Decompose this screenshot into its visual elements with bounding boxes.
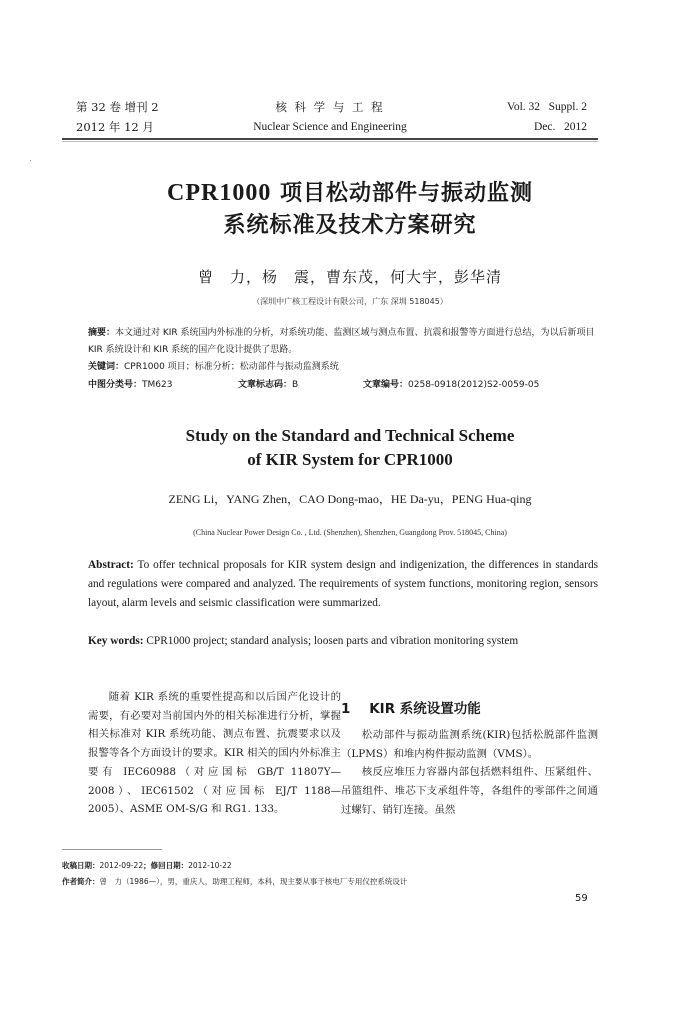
body-paragraph: 松动部件与振动监测系统(KIR)包括松脱部件监测（LPMS）和堆内构件振动监测（VMS）。 — [341, 729, 598, 760]
abstract-en-text: To offer technical proposals for KIR system design and indigenization, the differences in standards and regulations were compared and analyzed. The requirements of system functions, monitoring region, sensors layout, alarm levels and seismic classification were summarized. — [88, 559, 598, 609]
title-cn-latin: CPR1000 — [167, 180, 272, 206]
section-title: KIR 系统设置功能 — [369, 701, 481, 717]
section-heading — [341, 697, 481, 717]
keywords-en-text: CPR1000 project; standard analysis; loosen parts and vibration monitoring system — [143, 635, 519, 647]
page-number: 59 — [575, 893, 588, 904]
doc-code-label: 文章标志码： — [238, 380, 293, 390]
title-cn-text: 项目松动部件与振动监测 — [271, 181, 533, 206]
article-number-value: 0258-0918(2012)S2-0059-05 — [408, 380, 540, 390]
scan-speck — [30, 160, 31, 161]
authors-cn: 曾 力，杨 震，曹东茂，何大宇，彭华清 — [197, 268, 502, 286]
footnote-dates — [62, 858, 582, 874]
body-right-column — [341, 726, 598, 820]
affiliation-en: (China Nuclear Power Design Co. , Ltd. (Shenzhen), Shenzhen, Guangdong Prov. 518045, China) — [193, 528, 507, 537]
authors-en: ZENG Li，YANG Zhen，CAO Dong-mao，HE Da-yu，PENG Hua-qing — [168, 492, 532, 506]
title-en-line1: Study on the Standard and Technical Scheme — [185, 426, 515, 445]
body-paragraph: 核反应堆压力容器内部包括燃料组件、压紧组件、吊篮组件、堆芯下支承组件等，各组件的零部件之间通过螺钉、销钉连接。虽然 — [341, 766, 598, 816]
header-volume-en: Vol. 32 Suppl. 2 — [507, 101, 587, 113]
header-journal-name-cn: 核 科 学 与 工 程 — [275, 100, 385, 114]
header-journal-date: 2012 年 12 月 — [76, 120, 154, 134]
header-date-en: Dec. 2012 — [533, 121, 587, 133]
article-number-label: 文章编号： — [363, 380, 409, 390]
abstract-cn-text: 本文通过对 KIR 系统国内外标准的分析，对系统功能、监测区域与测点布置、抗震和报警等方面进行总结，为以后新项目 KIR 系统设计和 KIR 系统的国产化设计提供了思路。 — [88, 328, 595, 355]
header-rule — [62, 138, 598, 140]
clc-value: TM623 — [142, 380, 173, 390]
keywords-cn-label: 关键词： — [88, 362, 125, 372]
header-rule-thin — [62, 141, 598, 142]
body-left-column — [88, 688, 341, 819]
keywords-en — [88, 632, 598, 651]
header-journal-volume: 第 32 卷 增刊 2 — [76, 100, 159, 114]
section-number: 1 — [341, 701, 351, 717]
abstract-en — [88, 556, 598, 613]
title-en-line2: of KIR System for CPR1000 — [247, 450, 453, 469]
abstract-cn — [88, 325, 608, 359]
doc-code — [238, 377, 358, 394]
clc-label: 中图分类号： — [88, 380, 143, 390]
title-cn-line1 — [0, 176, 700, 207]
abstract-cn-label: 摘要： — [88, 328, 116, 338]
keywords-cn-text: CPR1000 项目；标准分析；松动部件与振动监测系统 — [124, 362, 339, 372]
keywords-en-label: Key words: — [88, 635, 144, 647]
article-number — [363, 377, 603, 394]
footnote-rule — [62, 849, 162, 850]
title-cn-line2: 系统标准及技术方案研究 — [223, 213, 477, 238]
doc-code-value: B — [292, 380, 299, 390]
revised-label: ；修回日期： — [143, 861, 189, 870]
revised-date: 2012-10-22 — [188, 861, 232, 870]
body-paragraph: 随着 KIR 系统的重要性提高和以后国产化设计的需要，有必要对当前国内外的相关标准进行分析，掌握相关标准对 KIR 系统功能、测点布置、抗震要求以及报警等各个方面设计的要求。KIR 相关的国内外标准主要有 IEC60988（对应国标 GB/T 11807Y—2008）、IEC61502（对应国标 EJ/T 1188—2005）、ASME OM-S/G 和 RG1. 133。 — [88, 691, 341, 816]
bio-label: 作者简介： — [62, 877, 100, 886]
footnote-author-bio — [62, 874, 582, 890]
keywords-cn — [88, 359, 608, 376]
header-journal-name-en: Nuclear Science and Engineering — [253, 121, 407, 133]
received-date: 2012-09-22 — [99, 861, 144, 870]
received-label: 收稿日期： — [62, 861, 100, 870]
affiliation-cn: （深圳中广核工程设计有限公司，广东 深圳 518045） — [252, 297, 448, 306]
abstract-en-label: Abstract: — [88, 559, 134, 571]
bio-text: 曾 力（1986—），男，重庆人，助理工程师，本科，现主要从事于核电厂专用仪控系统设计 — [99, 877, 408, 886]
